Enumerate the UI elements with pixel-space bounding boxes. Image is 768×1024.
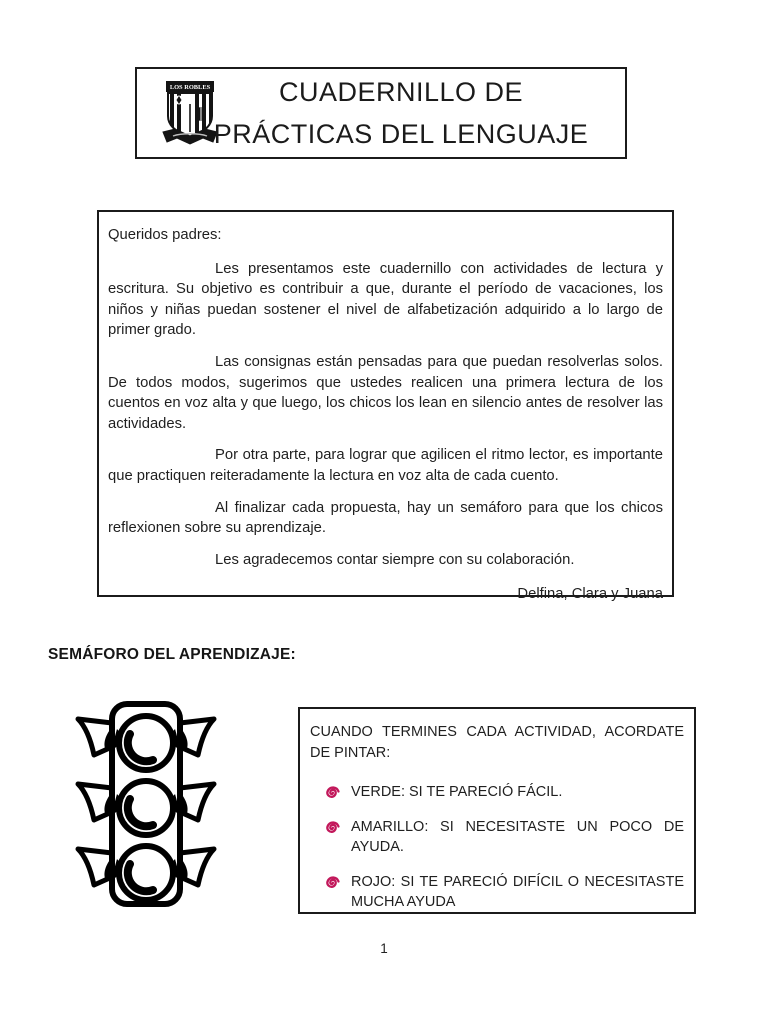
letter-salutation: Queridos padres: [108, 227, 222, 243]
document-title [197, 76, 605, 150]
item-text-verde: VERDE: SI TE PARECIÓ FÁCIL. [351, 784, 563, 800]
letter-paragraph: Les presentamos este cuadernillo con actividades de lectura y escritura. Su objetivo es contribuir a que, durante el período de vacaciones, los niños y niñas puedan sostener el nivel de alfabetización adquirido a lo largo de primer grado. [108, 260, 663, 339]
instructions-intro: CUANDO TERMINES CADA ACTIVIDAD, ACORDATE DE PINTAR: [310, 724, 684, 761]
letter-paragraph: Las consignas están pensadas para que puedan resolverlas solos. De todos modos, sugerimos que ustedes realicen una primera lectura de los cuentos en voz alta y que luego, los chicos los lean en silencio antes de resolver las actividades. [108, 353, 663, 432]
title-line-2: PRÁCTICAS DEL LENGUAJE [213, 119, 589, 149]
letter-paragraph: Al finalizar cada propuesta, hay un semáforo para que los chicos reflexionen sobre su aprendizaje. [108, 499, 663, 537]
letter-signature: Delfina, Clara y Juana [517, 586, 663, 603]
letter-paragraph: Les agradecemos contar siempre con su colaboración. [215, 551, 575, 568]
page-number: 1 [380, 941, 388, 956]
spiral-bullet-icon [324, 784, 341, 801]
list-item-verde [324, 782, 684, 803]
spiral-bullet-icon [324, 819, 341, 836]
list-item-amarillo [324, 817, 684, 858]
traffic-light-clipart-icon [73, 701, 219, 907]
semaforo-heading: SEMÁFORO DEL APRENDIZAJE: [48, 646, 296, 663]
title-line-1: CUADERNILLO DE [278, 77, 524, 107]
item-text-rojo: ROJO: SI TE PARECIÓ DIFÍCIL O NECESITASTE MUCHA AYUDA [351, 873, 684, 910]
list-item-rojo [324, 872, 684, 913]
spiral-bullet-icon [324, 874, 341, 891]
svg-text:LOS ROBLES: LOS ROBLES [169, 84, 211, 91]
parents-letter-box [97, 210, 674, 603]
item-text-amarillo: AMARILLO: SI NECESITASTE UN POCO DE AYUDA. [351, 818, 684, 855]
painting-instructions-box [298, 707, 696, 914]
letter-paragraph: Por otra parte, para lograr que agilicen el ritmo lector, es importante que practiquen reiteradamente la lectura en voz alta de cada cuento. [108, 447, 663, 484]
title-header-box [135, 67, 627, 159]
